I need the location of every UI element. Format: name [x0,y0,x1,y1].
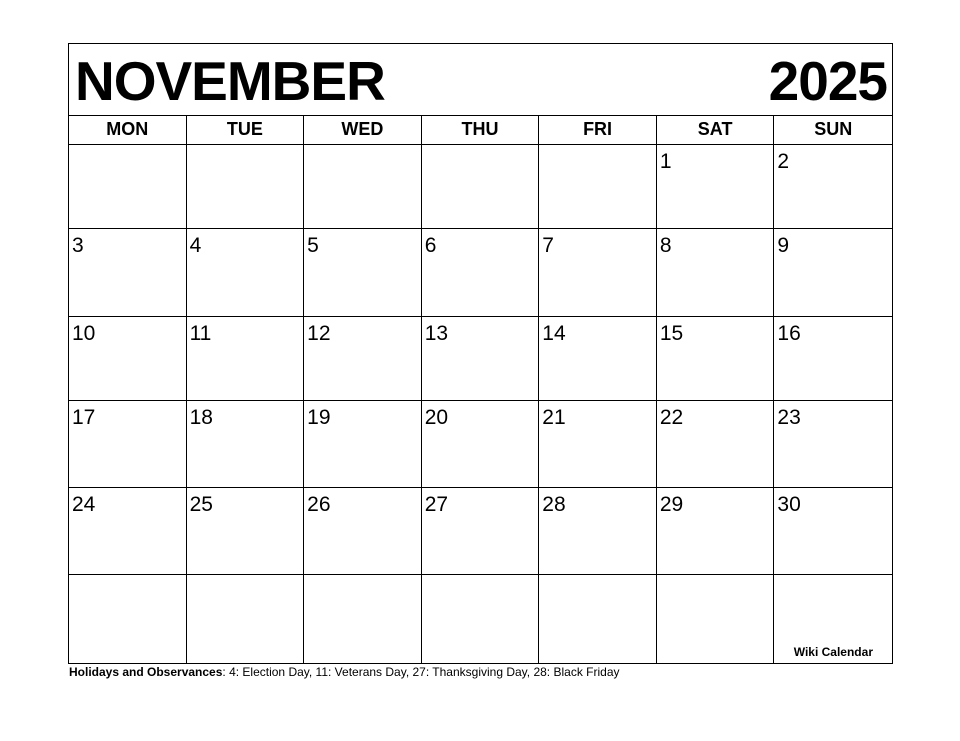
day-cell [539,145,657,229]
day-cell [304,145,422,229]
day-cell [539,488,657,575]
day-cell [422,317,540,401]
holidays-label: Holidays and Observances [69,665,223,679]
day-cell [422,229,540,317]
day-cell [304,401,422,488]
day-number: 5 [307,234,319,257]
day-number: 12 [307,322,331,345]
day-number: 17 [72,406,96,429]
year-title: 2025 [768,50,887,112]
day-number: 29 [659,493,684,516]
day-number: 7 [542,234,554,257]
day-cell [539,401,657,488]
calendar-grid [69,115,892,663]
weekday-fri: FRI [539,115,657,145]
day-cell [187,229,305,317]
day-cell [69,229,187,317]
weekday-sun: SUN [774,115,892,145]
day-cell [187,145,305,229]
day-number: 10 [72,322,96,345]
day-cell [539,317,657,401]
day-number: 2 [777,150,790,173]
day-cell [657,317,775,401]
day-number: 25 [189,493,213,516]
day-number: 15 [659,322,684,345]
day-cell [657,401,775,488]
day-cell [657,575,775,663]
day-cell [304,575,422,663]
weekday-wed: WED [304,115,422,145]
day-cell [657,488,775,575]
day-number: 26 [307,493,331,516]
day-cell [774,317,892,401]
day-number: 11 [189,322,212,345]
day-cell [69,317,187,401]
day-number: 16 [777,322,801,345]
day-cell [422,575,540,663]
day-cell [774,575,892,663]
day-number: 9 [777,234,790,257]
day-cell [657,145,775,229]
holidays-footer [69,665,620,679]
day-cell [304,317,422,401]
weekday-mon: MON [69,115,187,145]
day-cell [774,488,892,575]
month-title: NOVEMBER [75,50,385,112]
day-number: 13 [424,322,449,345]
day-number: 28 [542,493,566,516]
day-cell [69,145,187,229]
day-cell [304,488,422,575]
day-cell [187,488,305,575]
day-cell [774,229,892,317]
calendar-header [69,44,892,116]
day-number: 19 [307,406,331,429]
weekday-thu: THU [422,115,540,145]
day-number: 27 [424,493,449,516]
day-cell [187,575,305,663]
day-number: 1 [659,150,672,173]
day-number: 23 [777,406,801,429]
day-cell [657,229,775,317]
day-number: 24 [72,493,96,516]
brand-label: Wiki Calendar [793,645,873,659]
day-cell [422,145,540,229]
day-cell [69,488,187,575]
day-cell [539,575,657,663]
weekday-tue: TUE [187,115,305,145]
day-number: 20 [424,406,449,429]
day-cell [422,488,540,575]
holidays-text: : 4: Election Day, 11: Veterans Day, 27: Thanksgiving Day, 28: Black Friday [222,665,620,679]
day-cell [69,401,187,488]
day-number: 3 [72,234,84,257]
day-cell [774,145,892,229]
day-cell [69,575,187,663]
weekday-sat: SAT [657,115,775,145]
day-number: 4 [189,234,202,257]
day-cell [304,229,422,317]
day-cell [774,401,892,488]
day-number: 22 [659,406,684,429]
day-number: 8 [659,234,672,257]
day-number: 30 [777,493,801,516]
day-cell [539,229,657,317]
day-number: 21 [542,406,566,429]
day-cell [187,401,305,488]
day-number: 14 [542,322,566,345]
day-cell [422,401,540,488]
day-cell [187,317,305,401]
day-number: 18 [189,406,213,429]
day-number: 6 [424,234,437,257]
calendar [68,43,893,664]
